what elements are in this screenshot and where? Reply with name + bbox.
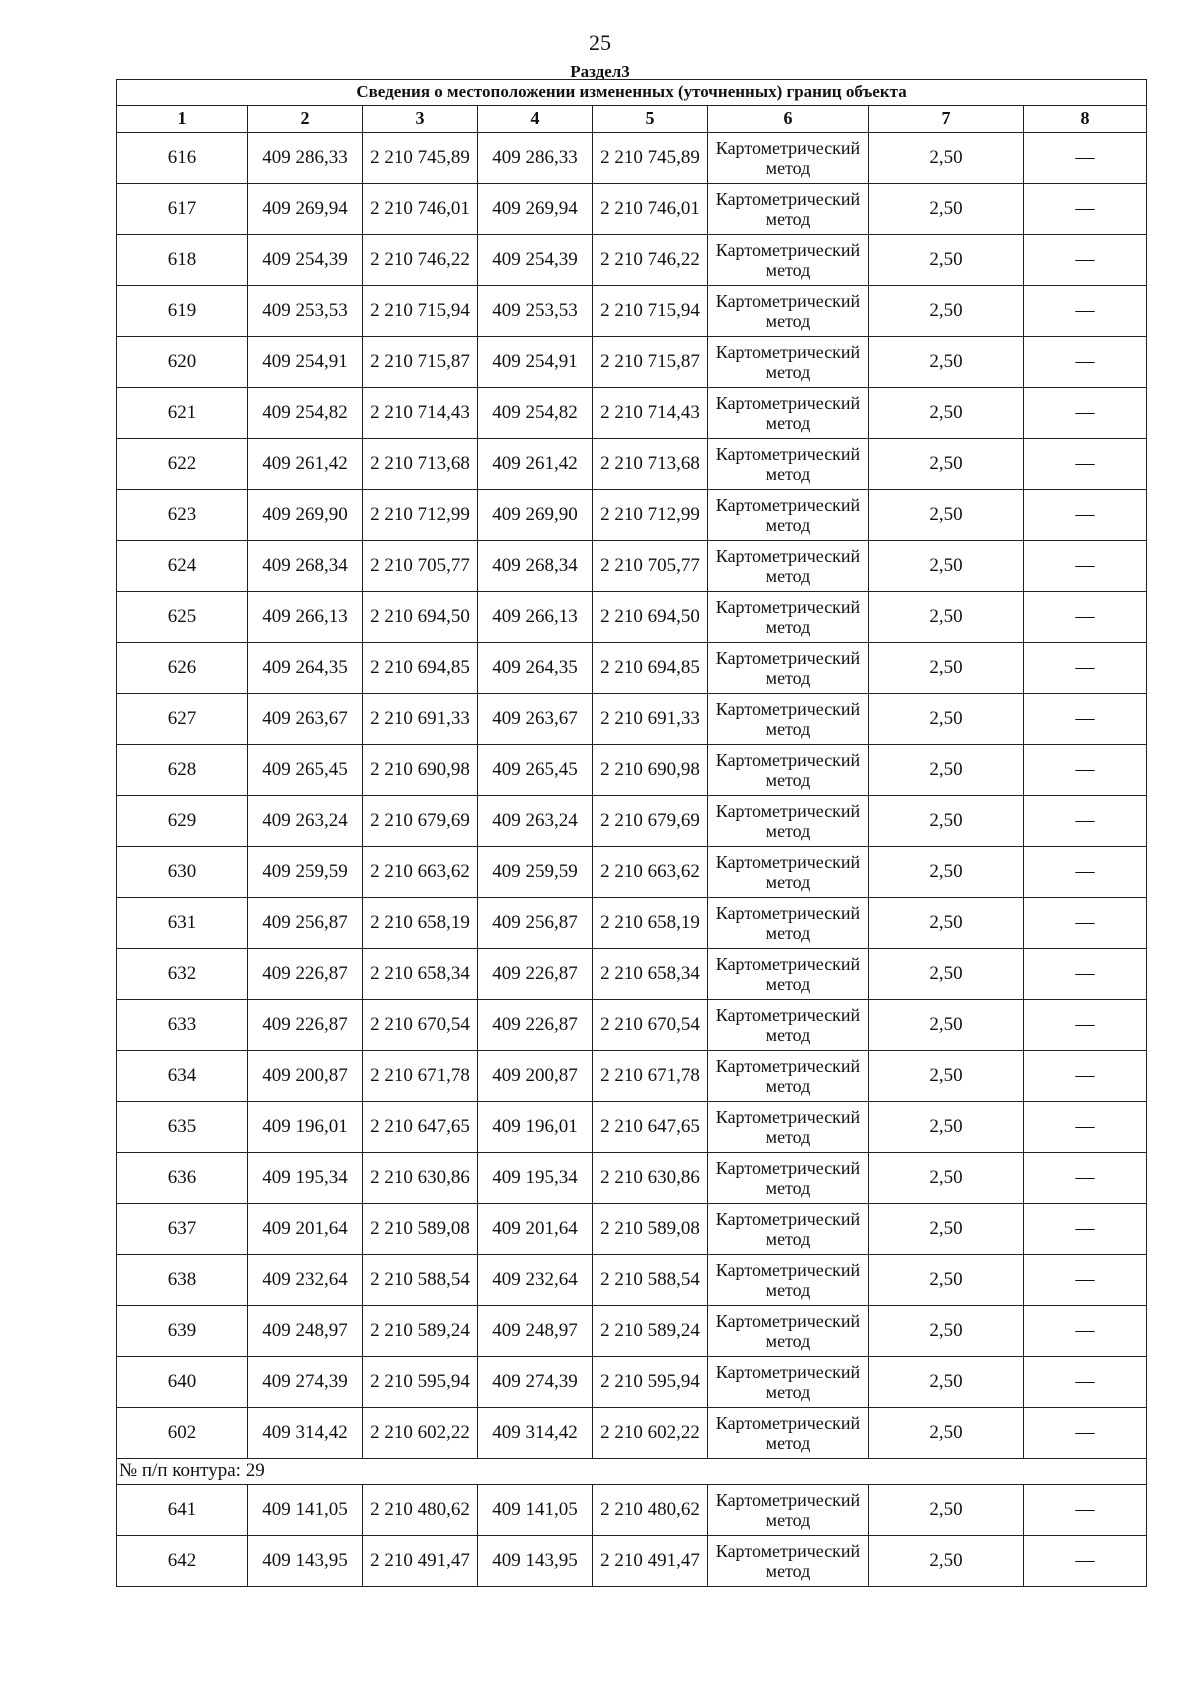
- method-cell: Картометрический метод: [708, 1306, 869, 1357]
- x-old-cell: 409 226,87: [248, 1000, 363, 1051]
- table-row: [117, 1051, 1147, 1102]
- y-new-cell: 2 210 480,62: [593, 1485, 708, 1536]
- y-new-cell: 2 210 715,94: [593, 286, 708, 337]
- method-cell: Картометрический метод: [708, 592, 869, 643]
- description-cell: —: [1024, 592, 1147, 643]
- table-row: [117, 1153, 1147, 1204]
- x-old-cell: 409 254,82: [248, 388, 363, 439]
- contour-label: № п/п контура: 29: [117, 1459, 1147, 1485]
- x-old-cell: 409 143,95: [248, 1536, 363, 1587]
- section-title: Раздел3: [570, 62, 630, 81]
- column-header: 6: [708, 106, 869, 133]
- accuracy-cell: 2,50: [869, 439, 1024, 490]
- y-old-cell: 2 210 715,94: [363, 286, 478, 337]
- point-number-cell: 635: [117, 1102, 248, 1153]
- accuracy-cell: 2,50: [869, 1536, 1024, 1587]
- x-old-cell: 409 200,87: [248, 1051, 363, 1102]
- description-cell: —: [1024, 184, 1147, 235]
- y-old-cell: 2 210 694,50: [363, 592, 478, 643]
- boundary-coordinates-table: [116, 79, 1147, 1587]
- y-new-cell: 2 210 658,34: [593, 949, 708, 1000]
- point-number-cell: 629: [117, 796, 248, 847]
- x-new-cell: 409 266,13: [478, 592, 593, 643]
- column-header: 2: [248, 106, 363, 133]
- x-new-cell: 409 314,42: [478, 1408, 593, 1459]
- point-number-cell: 640: [117, 1357, 248, 1408]
- column-header: 3: [363, 106, 478, 133]
- method-cell: Картометрический метод: [708, 1255, 869, 1306]
- point-number-cell: 619: [117, 286, 248, 337]
- description-cell: —: [1024, 949, 1147, 1000]
- table-row: [117, 541, 1147, 592]
- accuracy-cell: 2,50: [869, 541, 1024, 592]
- method-cell: Картометрический метод: [708, 439, 869, 490]
- accuracy-cell: 2,50: [869, 949, 1024, 1000]
- method-cell: Картометрический метод: [708, 1536, 869, 1587]
- x-old-cell: 409 286,33: [248, 133, 363, 184]
- table-row: [117, 847, 1147, 898]
- y-new-cell: 2 210 705,77: [593, 541, 708, 592]
- column-header: 1: [117, 106, 248, 133]
- x-new-cell: 409 256,87: [478, 898, 593, 949]
- point-number-cell: 631: [117, 898, 248, 949]
- y-old-cell: 2 210 663,62: [363, 847, 478, 898]
- method-cell: Картометрический метод: [708, 337, 869, 388]
- method-cell: Картометрический метод: [708, 643, 869, 694]
- description-cell: —: [1024, 898, 1147, 949]
- y-new-cell: 2 210 714,43: [593, 388, 708, 439]
- accuracy-cell: 2,50: [869, 1153, 1024, 1204]
- accuracy-cell: 2,50: [869, 1204, 1024, 1255]
- table-row: [117, 286, 1147, 337]
- y-new-cell: 2 210 694,50: [593, 592, 708, 643]
- y-old-cell: 2 210 589,08: [363, 1204, 478, 1255]
- y-old-cell: 2 210 658,34: [363, 949, 478, 1000]
- description-cell: —: [1024, 439, 1147, 490]
- x-old-cell: 409 264,35: [248, 643, 363, 694]
- description-cell: —: [1024, 1485, 1147, 1536]
- column-number-row: [117, 106, 1147, 133]
- y-old-cell: 2 210 670,54: [363, 1000, 478, 1051]
- point-number-cell: 624: [117, 541, 248, 592]
- x-old-cell: 409 195,34: [248, 1153, 363, 1204]
- accuracy-cell: 2,50: [869, 694, 1024, 745]
- point-number-cell: 625: [117, 592, 248, 643]
- page-number: 25: [589, 30, 611, 55]
- method-cell: Картометрический метод: [708, 1153, 869, 1204]
- method-cell: Картометрический метод: [708, 796, 869, 847]
- y-new-cell: 2 210 658,19: [593, 898, 708, 949]
- description-cell: —: [1024, 1306, 1147, 1357]
- table-row: [117, 694, 1147, 745]
- x-new-cell: 409 141,05: [478, 1485, 593, 1536]
- column-header: 8: [1024, 106, 1147, 133]
- description-cell: —: [1024, 1051, 1147, 1102]
- method-cell: Картометрический метод: [708, 1102, 869, 1153]
- y-new-cell: 2 210 491,47: [593, 1536, 708, 1587]
- method-cell: Картометрический метод: [708, 1357, 869, 1408]
- x-new-cell: 409 263,67: [478, 694, 593, 745]
- y-new-cell: 2 210 713,68: [593, 439, 708, 490]
- accuracy-cell: 2,50: [869, 1357, 1024, 1408]
- x-new-cell: 409 195,34: [478, 1153, 593, 1204]
- y-old-cell: 2 210 713,68: [363, 439, 478, 490]
- y-old-cell: 2 210 630,86: [363, 1153, 478, 1204]
- accuracy-cell: 2,50: [869, 898, 1024, 949]
- accuracy-cell: 2,50: [869, 592, 1024, 643]
- x-new-cell: 409 286,33: [478, 133, 593, 184]
- x-old-cell: 409 226,87: [248, 949, 363, 1000]
- x-old-cell: 409 263,24: [248, 796, 363, 847]
- method-cell: Картометрический метод: [708, 1204, 869, 1255]
- description-cell: —: [1024, 745, 1147, 796]
- description-cell: —: [1024, 694, 1147, 745]
- point-number-cell: 602: [117, 1408, 248, 1459]
- description-cell: —: [1024, 133, 1147, 184]
- table-row: [117, 235, 1147, 286]
- y-old-cell: 2 210 715,87: [363, 337, 478, 388]
- x-old-cell: 409 256,87: [248, 898, 363, 949]
- accuracy-cell: 2,50: [869, 1102, 1024, 1153]
- x-new-cell: 409 253,53: [478, 286, 593, 337]
- x-new-cell: 409 269,90: [478, 490, 593, 541]
- table-row: [117, 949, 1147, 1000]
- x-new-cell: 409 261,42: [478, 439, 593, 490]
- table-row: [117, 1204, 1147, 1255]
- method-cell: Картометрический метод: [708, 694, 869, 745]
- point-number-cell: 620: [117, 337, 248, 388]
- accuracy-cell: 2,50: [869, 490, 1024, 541]
- y-old-cell: 2 210 480,62: [363, 1485, 478, 1536]
- table-row: [117, 1000, 1147, 1051]
- column-header: 4: [478, 106, 593, 133]
- x-old-cell: 409 248,97: [248, 1306, 363, 1357]
- y-new-cell: 2 210 671,78: [593, 1051, 708, 1102]
- y-new-cell: 2 210 691,33: [593, 694, 708, 745]
- description-cell: —: [1024, 490, 1147, 541]
- y-new-cell: 2 210 679,69: [593, 796, 708, 847]
- method-cell: Картометрический метод: [708, 286, 869, 337]
- accuracy-cell: 2,50: [869, 745, 1024, 796]
- accuracy-cell: 2,50: [869, 1408, 1024, 1459]
- x-new-cell: 409 226,87: [478, 1000, 593, 1051]
- x-old-cell: 409 268,34: [248, 541, 363, 592]
- column-header: 7: [869, 106, 1024, 133]
- table-row: [117, 1102, 1147, 1153]
- x-new-cell: 409 143,95: [478, 1536, 593, 1587]
- description-cell: —: [1024, 1204, 1147, 1255]
- description-cell: —: [1024, 337, 1147, 388]
- accuracy-cell: 2,50: [869, 133, 1024, 184]
- accuracy-cell: 2,50: [869, 643, 1024, 694]
- table-caption-row: [117, 80, 1147, 106]
- x-new-cell: 409 196,01: [478, 1102, 593, 1153]
- x-new-cell: 409 259,59: [478, 847, 593, 898]
- x-new-cell: 409 226,87: [478, 949, 593, 1000]
- x-old-cell: 409 196,01: [248, 1102, 363, 1153]
- point-number-cell: 642: [117, 1536, 248, 1587]
- table-row: [117, 388, 1147, 439]
- x-new-cell: 409 200,87: [478, 1051, 593, 1102]
- table-row: [117, 745, 1147, 796]
- x-new-cell: 409 254,39: [478, 235, 593, 286]
- x-new-cell: 409 274,39: [478, 1357, 593, 1408]
- y-old-cell: 2 210 705,77: [363, 541, 478, 592]
- method-cell: Картометрический метод: [708, 133, 869, 184]
- accuracy-cell: 2,50: [869, 388, 1024, 439]
- method-cell: Картометрический метод: [708, 949, 869, 1000]
- table-row: [117, 898, 1147, 949]
- table-row: [117, 337, 1147, 388]
- description-cell: —: [1024, 1357, 1147, 1408]
- description-cell: —: [1024, 1408, 1147, 1459]
- x-old-cell: 409 261,42: [248, 439, 363, 490]
- table-row: [117, 1536, 1147, 1587]
- y-new-cell: 2 210 694,85: [593, 643, 708, 694]
- y-old-cell: 2 210 691,33: [363, 694, 478, 745]
- method-cell: Картометрический метод: [708, 1485, 869, 1536]
- y-new-cell: 2 210 602,22: [593, 1408, 708, 1459]
- x-old-cell: 409 265,45: [248, 745, 363, 796]
- accuracy-cell: 2,50: [869, 1485, 1024, 1536]
- point-number-cell: 639: [117, 1306, 248, 1357]
- y-old-cell: 2 210 690,98: [363, 745, 478, 796]
- point-number-cell: 626: [117, 643, 248, 694]
- y-new-cell: 2 210 589,24: [593, 1306, 708, 1357]
- method-cell: Картометрический метод: [708, 184, 869, 235]
- point-number-cell: 618: [117, 235, 248, 286]
- y-new-cell: 2 210 589,08: [593, 1204, 708, 1255]
- y-old-cell: 2 210 746,22: [363, 235, 478, 286]
- x-old-cell: 409 314,42: [248, 1408, 363, 1459]
- point-number-cell: 630: [117, 847, 248, 898]
- y-new-cell: 2 210 745,89: [593, 133, 708, 184]
- description-cell: —: [1024, 1153, 1147, 1204]
- x-new-cell: 409 269,94: [478, 184, 593, 235]
- accuracy-cell: 2,50: [869, 1306, 1024, 1357]
- y-old-cell: 2 210 745,89: [363, 133, 478, 184]
- description-cell: —: [1024, 847, 1147, 898]
- table-row: [117, 133, 1147, 184]
- y-old-cell: 2 210 714,43: [363, 388, 478, 439]
- y-old-cell: 2 210 712,99: [363, 490, 478, 541]
- description-cell: —: [1024, 1536, 1147, 1587]
- point-number-cell: 637: [117, 1204, 248, 1255]
- x-old-cell: 409 274,39: [248, 1357, 363, 1408]
- description-cell: —: [1024, 1000, 1147, 1051]
- point-number-cell: 622: [117, 439, 248, 490]
- y-old-cell: 2 210 588,54: [363, 1255, 478, 1306]
- method-cell: Картометрический метод: [708, 847, 869, 898]
- y-new-cell: 2 210 595,94: [593, 1357, 708, 1408]
- table-row: [117, 1485, 1147, 1536]
- x-new-cell: 409 232,64: [478, 1255, 593, 1306]
- accuracy-cell: 2,50: [869, 1000, 1024, 1051]
- x-old-cell: 409 232,64: [248, 1255, 363, 1306]
- description-cell: —: [1024, 643, 1147, 694]
- table-row: [117, 1357, 1147, 1408]
- y-old-cell: 2 210 595,94: [363, 1357, 478, 1408]
- x-new-cell: 409 254,91: [478, 337, 593, 388]
- x-old-cell: 409 201,64: [248, 1204, 363, 1255]
- table-row: [117, 643, 1147, 694]
- point-number-cell: 623: [117, 490, 248, 541]
- point-number-cell: 636: [117, 1153, 248, 1204]
- method-cell: Картометрический метод: [708, 745, 869, 796]
- y-old-cell: 2 210 658,19: [363, 898, 478, 949]
- description-cell: —: [1024, 1255, 1147, 1306]
- method-cell: Картометрический метод: [708, 1408, 869, 1459]
- y-new-cell: 2 210 588,54: [593, 1255, 708, 1306]
- method-cell: Картометрический метод: [708, 490, 869, 541]
- y-old-cell: 2 210 746,01: [363, 184, 478, 235]
- description-cell: —: [1024, 796, 1147, 847]
- point-number-cell: 633: [117, 1000, 248, 1051]
- x-old-cell: 409 259,59: [248, 847, 363, 898]
- point-number-cell: 627: [117, 694, 248, 745]
- description-cell: —: [1024, 388, 1147, 439]
- y-new-cell: 2 210 630,86: [593, 1153, 708, 1204]
- x-new-cell: 409 263,24: [478, 796, 593, 847]
- description-cell: —: [1024, 286, 1147, 337]
- accuracy-cell: 2,50: [869, 337, 1024, 388]
- point-number-cell: 634: [117, 1051, 248, 1102]
- x-new-cell: 409 268,34: [478, 541, 593, 592]
- y-new-cell: 2 210 690,98: [593, 745, 708, 796]
- description-cell: —: [1024, 1102, 1147, 1153]
- column-header: 5: [593, 106, 708, 133]
- accuracy-cell: 2,50: [869, 796, 1024, 847]
- table-row: [117, 1255, 1147, 1306]
- y-old-cell: 2 210 491,47: [363, 1536, 478, 1587]
- x-old-cell: 409 254,39: [248, 235, 363, 286]
- x-old-cell: 409 253,53: [248, 286, 363, 337]
- x-old-cell: 409 269,90: [248, 490, 363, 541]
- point-number-cell: 632: [117, 949, 248, 1000]
- table-row: [117, 796, 1147, 847]
- method-cell: Картометрический метод: [708, 1051, 869, 1102]
- table-row: [117, 184, 1147, 235]
- method-cell: Картометрический метод: [708, 388, 869, 439]
- y-old-cell: 2 210 694,85: [363, 643, 478, 694]
- x-old-cell: 409 266,13: [248, 592, 363, 643]
- x-new-cell: 409 248,97: [478, 1306, 593, 1357]
- y-old-cell: 2 210 671,78: [363, 1051, 478, 1102]
- y-new-cell: 2 210 670,54: [593, 1000, 708, 1051]
- y-new-cell: 2 210 663,62: [593, 847, 708, 898]
- y-old-cell: 2 210 679,69: [363, 796, 478, 847]
- y-new-cell: 2 210 746,01: [593, 184, 708, 235]
- accuracy-cell: 2,50: [869, 235, 1024, 286]
- x-new-cell: 409 254,82: [478, 388, 593, 439]
- y-old-cell: 2 210 602,22: [363, 1408, 478, 1459]
- y-new-cell: 2 210 746,22: [593, 235, 708, 286]
- method-cell: Картометрический метод: [708, 1000, 869, 1051]
- table-caption: Сведения о местоположении измененных (уточненных) границ объекта: [117, 80, 1147, 106]
- x-new-cell: 409 265,45: [478, 745, 593, 796]
- description-cell: —: [1024, 541, 1147, 592]
- table-row: [117, 1408, 1147, 1459]
- x-old-cell: 409 263,67: [248, 694, 363, 745]
- description-cell: —: [1024, 235, 1147, 286]
- accuracy-cell: 2,50: [869, 847, 1024, 898]
- method-cell: Картометрический метод: [708, 541, 869, 592]
- table-row: [117, 592, 1147, 643]
- point-number-cell: 628: [117, 745, 248, 796]
- x-old-cell: 409 141,05: [248, 1485, 363, 1536]
- point-number-cell: 616: [117, 133, 248, 184]
- point-number-cell: 621: [117, 388, 248, 439]
- point-number-cell: 638: [117, 1255, 248, 1306]
- x-new-cell: 409 201,64: [478, 1204, 593, 1255]
- table-row: [117, 1306, 1147, 1357]
- method-cell: Картометрический метод: [708, 898, 869, 949]
- x-old-cell: 409 254,91: [248, 337, 363, 388]
- y-old-cell: 2 210 589,24: [363, 1306, 478, 1357]
- accuracy-cell: 2,50: [869, 184, 1024, 235]
- accuracy-cell: 2,50: [869, 1051, 1024, 1102]
- point-number-cell: 641: [117, 1485, 248, 1536]
- y-new-cell: 2 210 712,99: [593, 490, 708, 541]
- table-row: [117, 490, 1147, 541]
- x-new-cell: 409 264,35: [478, 643, 593, 694]
- y-new-cell: 2 210 647,65: [593, 1102, 708, 1153]
- point-number-cell: 617: [117, 184, 248, 235]
- method-cell: Картометрический метод: [708, 235, 869, 286]
- x-old-cell: 409 269,94: [248, 184, 363, 235]
- contour-row: [117, 1459, 1147, 1485]
- y-new-cell: 2 210 715,87: [593, 337, 708, 388]
- accuracy-cell: 2,50: [869, 1255, 1024, 1306]
- table-row: [117, 439, 1147, 490]
- y-old-cell: 2 210 647,65: [363, 1102, 478, 1153]
- accuracy-cell: 2,50: [869, 286, 1024, 337]
